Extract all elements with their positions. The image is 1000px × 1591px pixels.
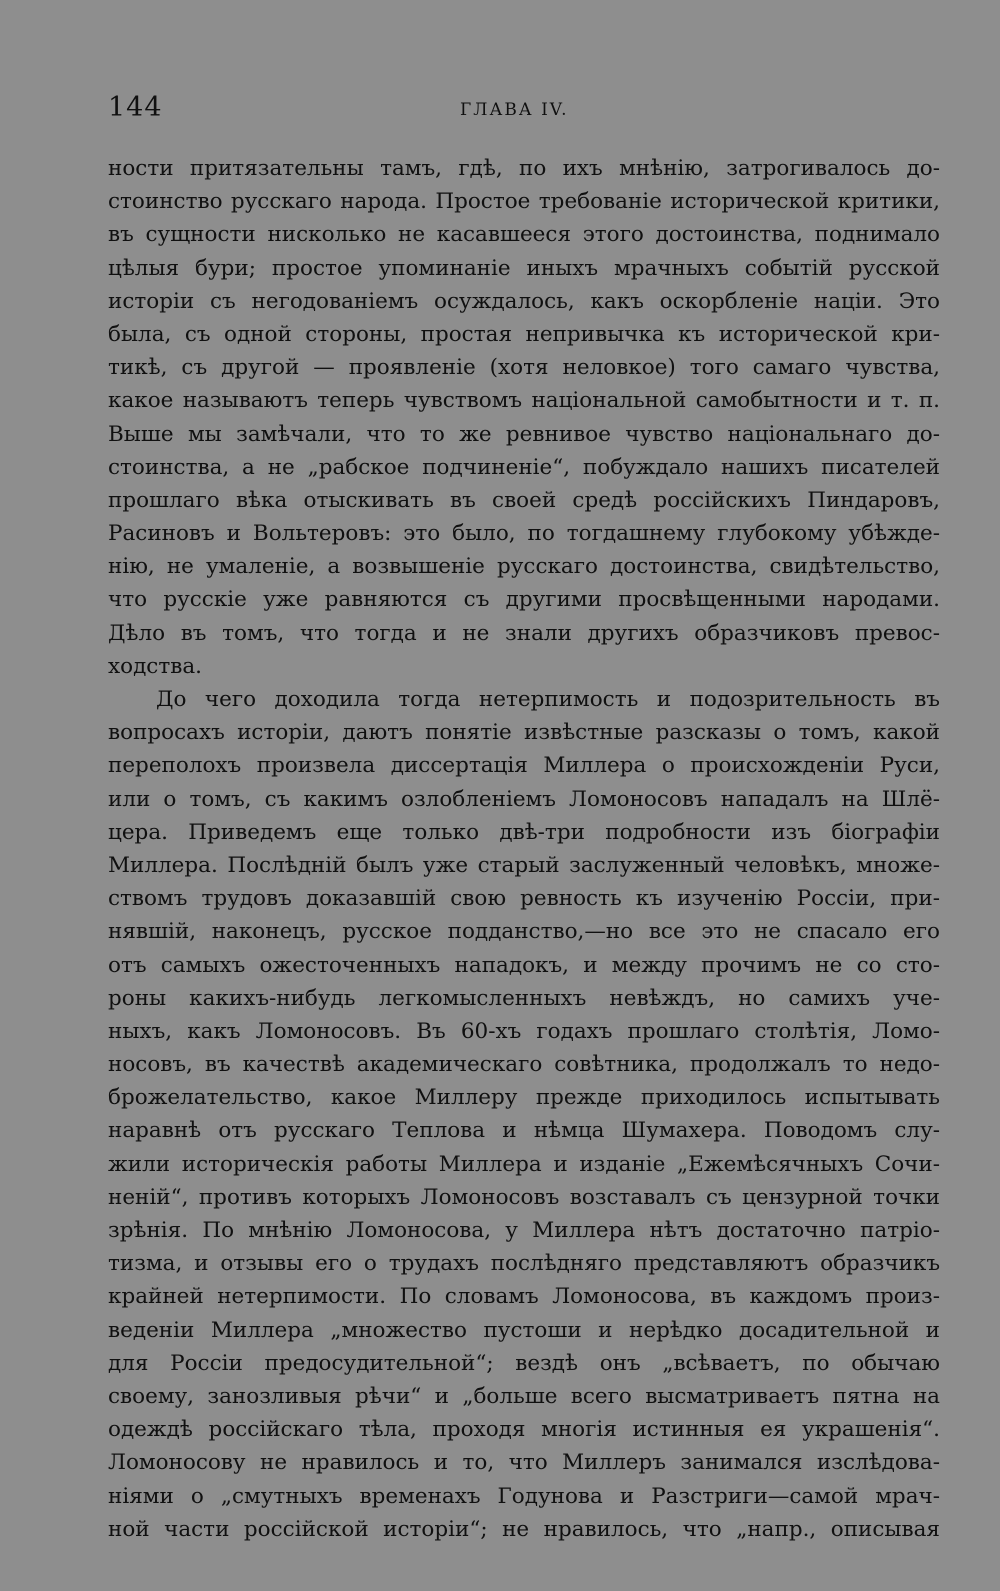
text-line: носовъ, въ качествѣ академическаго совѣтника, продолжалъ то недо-: [108, 1052, 940, 1078]
text-line: цѣлыя бури; простое упоминаніе иныхъ мрачныхъ событій русской: [108, 255, 940, 281]
text-line: ствомъ трудовъ доказавшій свою ревность къ изученію Россіи, при-: [108, 886, 940, 912]
text-line: неній“, противъ которыхъ Ломоносовъ возставалъ съ цензурной точки: [108, 1184, 940, 1210]
paragraph: [108, 152, 940, 683]
text-line: нявшій, наконецъ, русское подданство,—но все это не спасало его: [108, 919, 940, 945]
text-line: стоинство русскаго народа. Простое требованіе исторической критики,: [108, 189, 940, 215]
text-line: отъ самыхъ ожесточенныхъ нападокъ, и между прочимъ не со сто-: [108, 952, 940, 978]
text-line: стоинства, а не „рабское подчиненіе“, побуждало нашихъ писателей: [108, 454, 940, 480]
text-line: была, съ одной стороны, простая непривычка къ исторической кри-: [108, 321, 940, 347]
text-line: наравнѣ отъ русскаго Теплова и нѣмца Шумахера. Поводомъ слу-: [108, 1118, 940, 1144]
paragraph: [108, 683, 940, 1546]
text-line: жили историческія работы Миллера и изданіе „Ежемѣсячныхъ Сочи-: [108, 1151, 940, 1177]
text-line: ніями о „смутныхъ временахъ Годунова и Разстриги—самой мрач-: [108, 1483, 940, 1509]
text-line: или о томъ, съ какимъ озлобленіемъ Ломоносовъ нападалъ на Шлё-: [108, 786, 940, 812]
text-line: одеждѣ россійскаго тѣла, проходя многія истинныя ея украшенія“.: [108, 1417, 940, 1443]
text-line: Ломоносову не нравилось и то, что Миллеръ занимался изслѣдова-: [108, 1450, 940, 1476]
text-line: До чего доходила тогда нетерпимость и подозрительность въ: [156, 687, 940, 712]
text-line: тикѣ, съ другой — проявленіе (хотя неловкое) того самаго чувства,: [108, 355, 940, 381]
text-line: роны какихъ-нибудь легкомысленныхъ невѣждъ, но самихъ уче-: [108, 985, 940, 1011]
text-line: въ сущности нисколько не касавшееся этого достоинства, поднимало: [108, 222, 940, 248]
text-line: Дѣло въ томъ, что тогда и не знали другихъ образчиковъ превос-: [108, 620, 940, 646]
text-line: своему, занозливыя рѣчи“ и „больше всего высматриваетъ пятна на: [108, 1383, 940, 1409]
text-line: Миллера. Послѣдній былъ уже старый заслуженный человѣкъ, множе-: [108, 852, 940, 878]
page-number: 144: [108, 92, 163, 123]
text-line: зрѣнія. По мнѣнію Ломоносова, у Миллера нѣтъ достаточно патріо-: [108, 1218, 940, 1243]
body-text: [108, 152, 940, 1546]
text-line: вопросахъ исторіи, даютъ понятіе извѣстные разсказы о томъ, какой: [108, 720, 940, 746]
text-line: исторіи съ негодованіемъ осуждалось, какъ оскорбленіе націи. Это: [108, 288, 940, 314]
text-line: что русскіе уже равняются съ другими просвѣщенными народами.: [108, 587, 940, 613]
text-line: тизма, и отзывы его о трудахъ послѣдняго представляютъ образчикъ: [108, 1251, 940, 1277]
text-line: ходства.: [108, 653, 202, 679]
text-line: для Россіи предосудительной“; вездѣ онъ „всѣваетъ, по обычаю: [108, 1350, 940, 1376]
running-head: ГЛАВА IV.: [460, 100, 569, 120]
page-header: [108, 92, 940, 132]
text-line: Расиновъ и Вольтеровъ: это было, по тогдашнему глубокому убѣжде-: [108, 521, 940, 547]
text-line: ности притязательны тамъ, гдѣ, по ихъ мнѣнію, затрогивалось до-: [108, 156, 940, 181]
text-line: брожелательство, какое Миллеру прежде приходилось испытывать: [108, 1085, 940, 1111]
text-line: крайней нетерпимости. По словамъ Ломоносова, въ каждомъ произ-: [108, 1284, 940, 1310]
text-line: ной части россійской исторіи“; не нравилось, что „напр., описывая: [108, 1516, 940, 1542]
text-line: какое называютъ теперь чувствомъ національной самобытности и т. п.: [108, 388, 940, 414]
text-line: Выше мы замѣчали, что то же ревнивое чувство національнаго до-: [108, 421, 940, 447]
text-line: переполохъ произвела диссертація Миллера о происхожденіи Руси,: [108, 753, 940, 779]
text-line: ныхъ, какъ Ломоносовъ. Въ 60-хъ годахъ прошлаго столѣтія, Ломо-: [108, 1018, 940, 1044]
text-line: цера. Приведемъ еще только двѣ-три подробности изъ біографіи: [108, 819, 940, 845]
text-line: прошлаго вѣка отыскивать въ своей средѣ россійскихъ Пиндаровъ,: [108, 487, 940, 513]
book-page: [108, 0, 940, 1591]
text-line: веденіи Миллера „множество пустоши и нерѣдко досадительной и: [108, 1317, 940, 1343]
text-line: нію, не умаленіе, а возвышеніе русскаго достоинства, свидѣтельство,: [108, 554, 940, 580]
